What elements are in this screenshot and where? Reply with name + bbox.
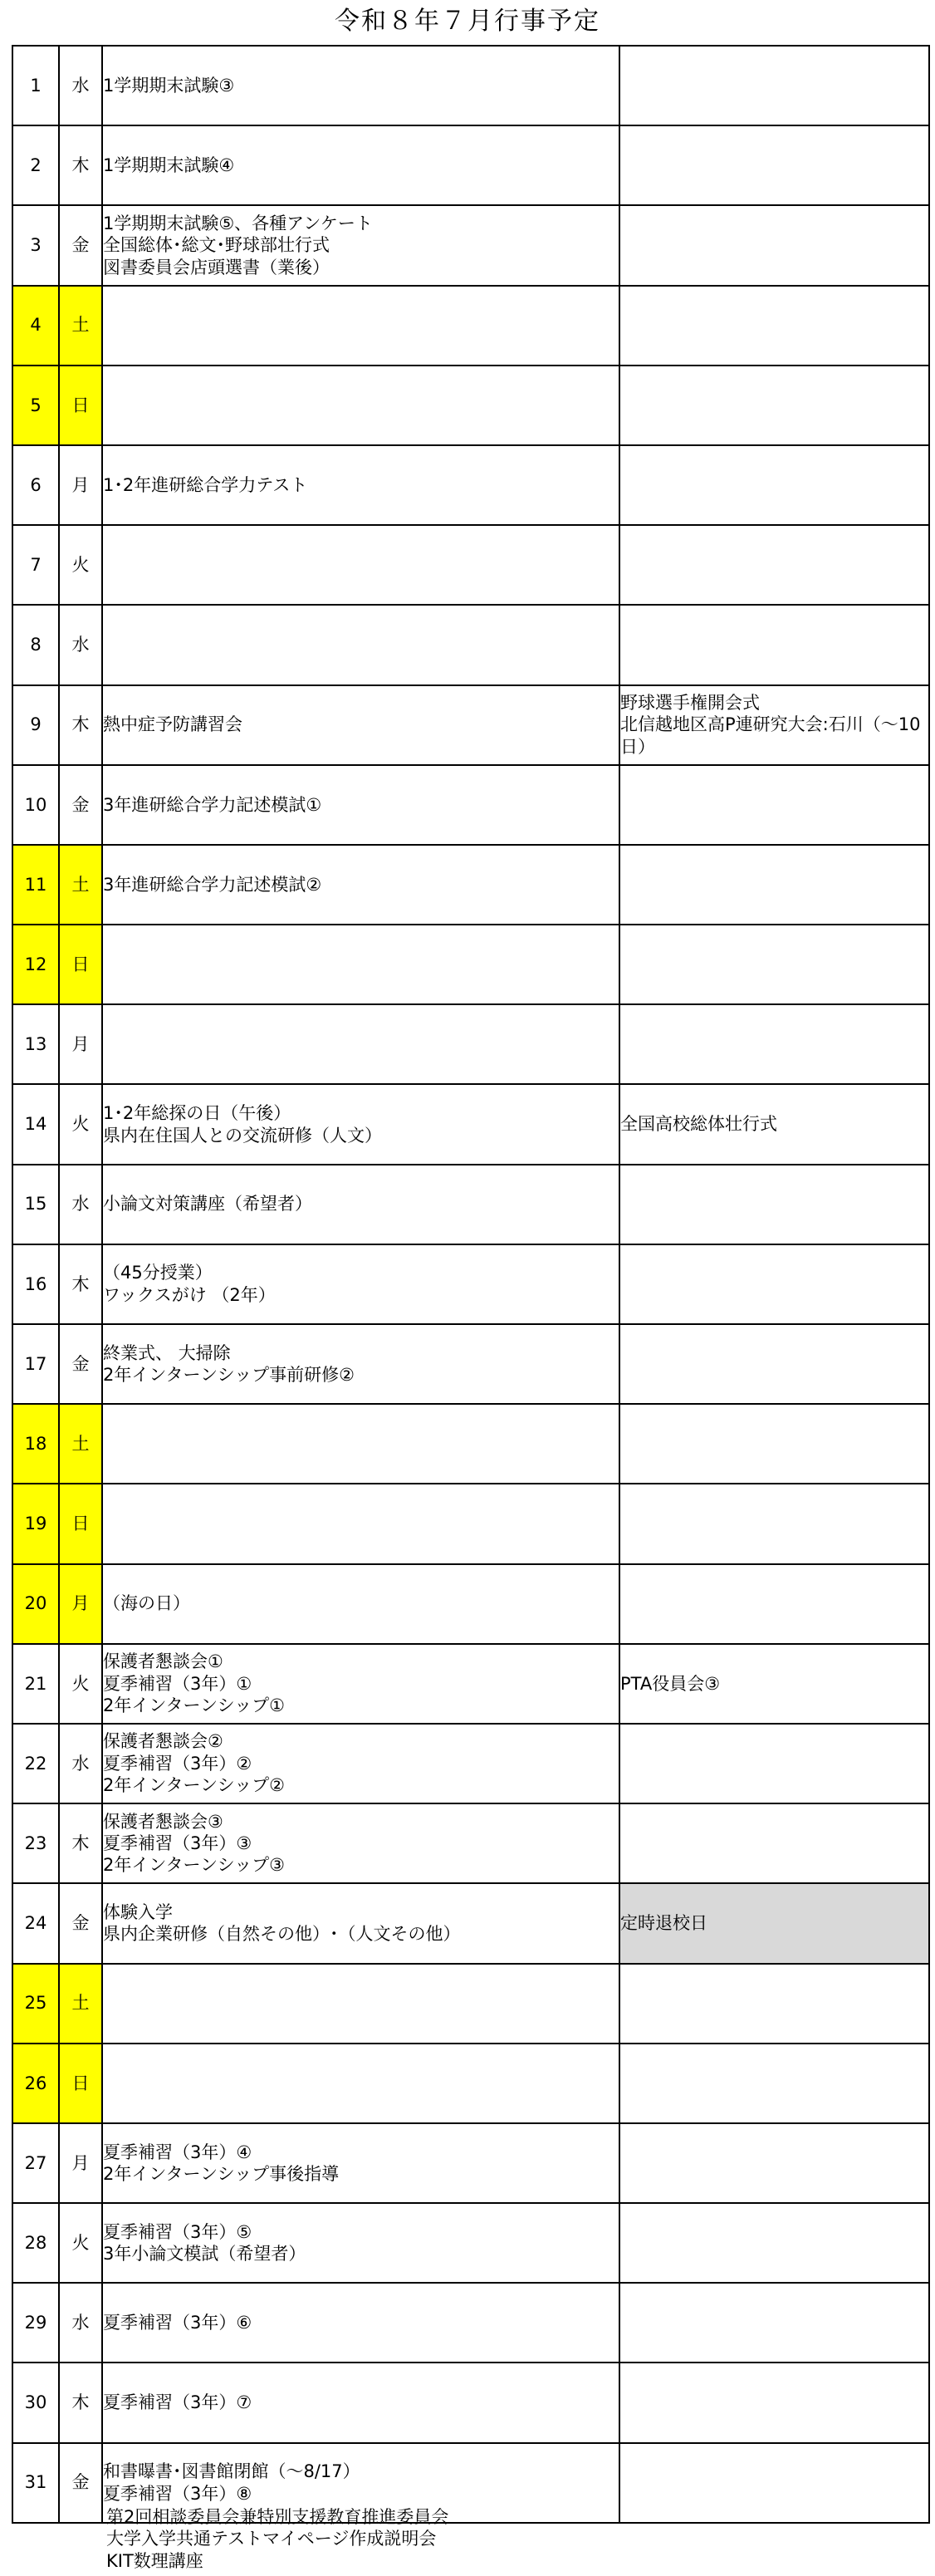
event-text: 夏季補習（3年）⑦	[103, 2392, 252, 2413]
event-cell	[102, 1004, 619, 1084]
event-text: 保護者懇談会②	[103, 1731, 223, 1752]
other-event-cell	[619, 1564, 929, 1644]
other-event-cell	[619, 1484, 929, 1563]
day-number: 3	[12, 205, 59, 285]
day-row	[12, 1165, 929, 1244]
day-number: 12	[12, 925, 59, 1004]
day-number: 30	[12, 2363, 59, 2442]
other-event-cell	[619, 685, 929, 765]
day-number: 22	[12, 1724, 59, 1803]
other-event-cell	[619, 1324, 929, 1404]
event-cell	[102, 205, 619, 285]
other-event-cell	[619, 845, 929, 925]
event-cell	[102, 525, 619, 605]
day-number: 31	[12, 2443, 59, 2523]
day-row	[12, 1724, 929, 1803]
other-event-cell	[619, 1964, 929, 2044]
weekday: 木	[59, 125, 102, 205]
day-number: 25	[12, 1964, 59, 2044]
event-text: 2年インターンシップ①	[103, 1695, 285, 1716]
day-number: 7	[12, 525, 59, 605]
event-cell	[102, 1564, 619, 1644]
day-number: 2	[12, 125, 59, 205]
event-text: 夏季補習（3年）①	[103, 1673, 252, 1694]
event-cell	[102, 1724, 619, 1803]
day-row	[12, 845, 929, 925]
event-text: 熱中症予防講習会	[103, 714, 242, 735]
weekday: 金	[59, 205, 102, 285]
day-row	[12, 1324, 929, 1404]
event-cell	[102, 2203, 619, 2283]
event-text: 1学期期末試験③	[103, 75, 235, 96]
footer-notes	[106, 2506, 448, 2572]
day-row	[12, 1004, 929, 1084]
event-text: 1学期期末試験④	[103, 155, 235, 176]
day-number: 14	[12, 1084, 59, 1164]
event-cell	[102, 1324, 619, 1404]
event-cell	[102, 46, 619, 125]
weekday: 土	[59, 1964, 102, 2044]
event-text: 保護者懇談会③	[103, 1811, 223, 1832]
event-text: 夏季補習（3年）⑤	[103, 2221, 252, 2242]
event-cell	[102, 765, 619, 845]
other-event-cell	[619, 2283, 929, 2363]
day-row	[12, 605, 929, 684]
event-cell	[102, 366, 619, 445]
weekday: 日	[59, 925, 102, 1004]
event-cell	[102, 1404, 619, 1484]
other-event-cell	[619, 205, 929, 285]
day-number: 13	[12, 1004, 59, 1084]
day-row	[12, 2203, 929, 2283]
event-text: 全国総体･総文･野球部壮行式	[103, 235, 330, 256]
day-number: 10	[12, 765, 59, 845]
event-cell	[102, 1484, 619, 1563]
weekday: 日	[59, 366, 102, 445]
day-row	[12, 1564, 929, 1644]
day-number: 23	[12, 1803, 59, 1883]
event-cell	[102, 1644, 619, 1724]
weekday: 水	[59, 1724, 102, 1803]
other-event-cell	[619, 2044, 929, 2123]
day-number: 29	[12, 2283, 59, 2363]
event-cell	[102, 925, 619, 1004]
day-row	[12, 366, 929, 445]
event-text: 夏季補習（3年）②	[103, 1753, 252, 1774]
event-text: 3年進研総合学力記述模試①	[103, 794, 322, 815]
other-event-text: 野球選手権開会式	[620, 692, 760, 713]
other-event-cell	[619, 2443, 929, 2523]
day-row	[12, 1964, 929, 2044]
footer-note: 大学入学共通テストマイページ作成説明会	[106, 2529, 437, 2549]
day-row	[12, 2363, 929, 2442]
other-event-text: PTA役員会③	[620, 1673, 721, 1694]
day-number: 15	[12, 1165, 59, 1244]
event-text: 2年インターンシップ事前研修②	[103, 1365, 355, 1386]
event-text: 3年小論文模試（希望者）	[103, 2244, 306, 2264]
weekday: 月	[59, 445, 102, 525]
day-number: 11	[12, 845, 59, 925]
event-text: 小論文対策講座（希望者）	[103, 1194, 312, 1214]
weekday: 土	[59, 845, 102, 925]
event-cell	[102, 685, 619, 765]
other-event-cell	[619, 605, 929, 684]
footer-note: KIT数理講座	[106, 2550, 203, 2571]
event-text: 和書曝書･図書館閉館（～8/17）	[103, 2461, 360, 2482]
day-row	[12, 1404, 929, 1484]
day-number: 9	[12, 685, 59, 765]
day-number: 19	[12, 1484, 59, 1563]
weekday: 日	[59, 1484, 102, 1563]
other-event-cell	[619, 2123, 929, 2203]
event-cell	[102, 2123, 619, 2203]
weekday: 水	[59, 1165, 102, 1244]
weekday: 日	[59, 2044, 102, 2123]
event-text: 終業式、 大掃除	[103, 1342, 231, 1363]
event-text: 体験入学	[103, 1901, 173, 1922]
day-row	[12, 286, 929, 366]
day-row	[12, 925, 929, 1004]
other-event-cell	[619, 1883, 929, 1963]
day-row	[12, 46, 929, 125]
event-text: 1･2年総探の日（午後）	[103, 1103, 291, 1124]
event-cell	[102, 445, 619, 525]
weekday: 木	[59, 1803, 102, 1883]
day-row	[12, 685, 929, 765]
day-row	[12, 445, 929, 525]
event-cell	[102, 845, 619, 925]
footer-note: 第2回相談委員会兼特別支援教育推進委員会	[106, 2507, 449, 2527]
day-number: 6	[12, 445, 59, 525]
other-event-cell	[619, 46, 929, 125]
other-event-cell	[619, 1803, 929, 1883]
other-event-cell	[619, 1084, 929, 1164]
other-event-cell	[619, 125, 929, 205]
day-row	[12, 765, 929, 845]
event-text: ワックスがけ （2年）	[103, 1284, 276, 1305]
other-event-text: 北信越地区高P連研究大会:石川（～10日）	[620, 714, 921, 757]
weekday: 土	[59, 1404, 102, 1484]
event-text: 2年インターンシップ②	[103, 1775, 285, 1796]
other-event-cell	[619, 2363, 929, 2442]
event-cell	[102, 2363, 619, 2442]
day-row	[12, 2123, 929, 2203]
day-row	[12, 1484, 929, 1563]
other-event-cell	[619, 2203, 929, 2283]
event-text: 3年進研総合学力記述模試②	[103, 874, 322, 895]
day-row	[12, 525, 929, 605]
other-event-cell	[619, 1165, 929, 1244]
schedule-table	[12, 45, 930, 2524]
day-number: 28	[12, 2203, 59, 2283]
weekday: 火	[59, 2203, 102, 2283]
event-text: 夏季補習（3年）⑧	[103, 2483, 252, 2504]
weekday: 土	[59, 286, 102, 366]
event-text: （45分授業）	[103, 1263, 213, 1283]
event-cell	[102, 1803, 619, 1883]
weekday: 金	[59, 1324, 102, 1404]
other-event-cell	[619, 1244, 929, 1324]
weekday: 金	[59, 1883, 102, 1963]
event-text: 1･2年進研総合学力テスト	[103, 474, 308, 495]
event-cell	[102, 1964, 619, 2044]
day-row	[12, 1644, 929, 1724]
day-row	[12, 1883, 929, 1963]
other-event-cell	[619, 286, 929, 366]
event-text: 図書委員会店頭選書（業後）	[103, 257, 330, 277]
weekday: 水	[59, 605, 102, 684]
event-text: （海の日）	[103, 1593, 190, 1614]
weekday: 月	[59, 1004, 102, 1084]
weekday: 金	[59, 765, 102, 845]
event-cell	[102, 1883, 619, 1963]
event-cell	[102, 1244, 619, 1324]
weekday: 火	[59, 1084, 102, 1164]
event-cell	[102, 605, 619, 684]
event-text: 1学期期末試験⑤、各種アンケート	[103, 213, 373, 233]
day-number: 17	[12, 1324, 59, 1404]
day-number: 18	[12, 1404, 59, 1484]
event-cell	[102, 2044, 619, 2123]
weekday: 火	[59, 525, 102, 605]
other-event-cell	[619, 1724, 929, 1803]
event-cell	[102, 286, 619, 366]
other-event-cell	[619, 1004, 929, 1084]
event-text: 県内在住国人との交流研修（人文）	[103, 1125, 382, 1146]
event-text: 保護者懇談会①	[103, 1651, 223, 1672]
day-row	[12, 1244, 929, 1324]
weekday: 木	[59, 1244, 102, 1324]
other-event-cell	[619, 765, 929, 845]
day-number: 5	[12, 366, 59, 445]
day-row	[12, 2283, 929, 2363]
event-cell	[102, 2283, 619, 2363]
other-event-cell	[619, 925, 929, 1004]
other-event-text: 定時退校日	[620, 1913, 707, 1934]
page-title: 令和８年７月行事予定	[335, 7, 600, 36]
other-event-cell	[619, 1644, 929, 1724]
event-text: 夏季補習（3年）③	[103, 1833, 252, 1853]
event-text: 夏季補習（3年）④	[103, 2142, 252, 2162]
day-row	[12, 2044, 929, 2123]
other-event-cell	[619, 366, 929, 445]
other-event-cell	[619, 525, 929, 605]
weekday: 木	[59, 2363, 102, 2442]
day-number: 27	[12, 2123, 59, 2203]
event-text: 2年インターンシップ③	[103, 1855, 285, 1876]
weekday: 月	[59, 1564, 102, 1644]
day-number: 26	[12, 2044, 59, 2123]
event-text: 2年インターンシップ事後指導	[103, 2163, 340, 2184]
schedule-body	[12, 46, 929, 2523]
day-number: 4	[12, 286, 59, 366]
day-number: 16	[12, 1244, 59, 1324]
other-event-text: 全国高校総体壮行式	[620, 1114, 777, 1135]
weekday: 水	[59, 2283, 102, 2363]
event-text: 県内企業研修（自然その他）･（人文その他）	[103, 1924, 461, 1945]
weekday: 水	[59, 46, 102, 125]
weekday: 火	[59, 1644, 102, 1724]
other-event-cell	[619, 1404, 929, 1484]
weekday: 月	[59, 2123, 102, 2203]
event-cell	[102, 1165, 619, 1244]
day-row	[12, 1803, 929, 1883]
weekday: 金	[59, 2443, 102, 2523]
other-event-cell	[619, 445, 929, 525]
event-text: 夏季補習（3年）⑥	[103, 2313, 252, 2333]
day-number: 24	[12, 1883, 59, 1963]
day-number: 21	[12, 1644, 59, 1724]
day-row	[12, 205, 929, 285]
day-number: 8	[12, 605, 59, 684]
day-number: 1	[12, 46, 59, 125]
weekday: 木	[59, 685, 102, 765]
event-cell	[102, 125, 619, 205]
event-cell	[102, 1084, 619, 1164]
day-number: 20	[12, 1564, 59, 1644]
day-row	[12, 125, 929, 205]
day-row	[12, 1084, 929, 1164]
